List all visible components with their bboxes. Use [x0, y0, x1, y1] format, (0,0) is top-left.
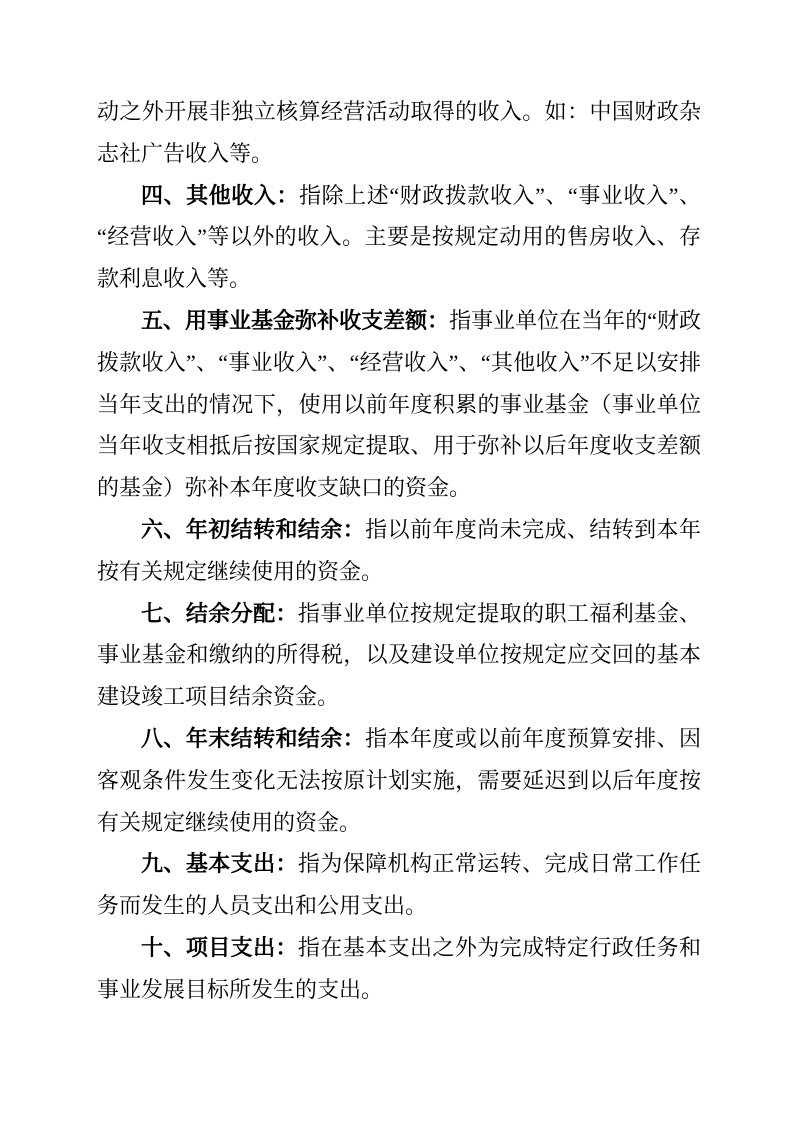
paragraph-body: 指以前年度尚未完成、结转到本年按有关规定继续使用的资金。	[97, 516, 701, 584]
paragraph-body: 指为保障机构正常运转、完成日常工作任务而发生的人员支出和公用支出。	[97, 851, 701, 919]
paragraph-continuation	[97, 91, 701, 175]
paragraph-heading: 十、项目支出：	[141, 934, 298, 960]
paragraph-other-income	[97, 175, 701, 300]
document-text-block	[97, 91, 701, 1011]
paragraph-project-expenditure	[97, 927, 701, 1011]
paragraph-basic-expenditure	[97, 843, 701, 927]
paragraph-heading: 八、年末结转和结余：	[141, 725, 366, 751]
paragraph-body: 指除上述“财政拨款收入”、“事业收入”、“经营收入”等以外的收入。主要是按规定动用的售房收入、存款利息收入等。	[97, 182, 701, 292]
paragraph-body: 指事业单位按规定提取的职工福利基金、事业基金和缴纳的所得税，以及建设单位按规定应交回的基本建设竣工项目结余资金。	[97, 600, 701, 710]
paragraph-body: 指事业单位在当年的“财政拨款收入”、“事业收入”、“经营收入”、“其他收入”不足以安排当年支出的情况下，使用以前年度积累的事业基金（事业单位当年收支相抵后按国家规定提取、用于弥补以后年度收支差额的基金）弥补本年度收支缺口的资金。	[97, 307, 701, 501]
paragraph-heading: 四、其他收入：	[141, 182, 300, 208]
paragraph-heading: 九、基本支出：	[141, 851, 298, 877]
paragraph-surplus-distribution	[97, 593, 701, 718]
paragraph-fund-deficit	[97, 300, 701, 509]
paragraph-beginning-carryover	[97, 509, 701, 593]
paragraph-body: 动之外开展非独立核算经营活动取得的收入。如：中国财政杂志社广告收入等。	[97, 99, 701, 166]
paragraph-heading: 五、用事业基金弥补收支差额：	[141, 307, 450, 333]
paragraph-yearend-carryover	[97, 718, 701, 843]
paragraph-body: 指在基本支出之外为完成特定行政任务和事业发展目标所发生的支出。	[97, 934, 701, 1002]
paragraph-heading: 七、结余分配：	[141, 600, 298, 626]
paragraph-body: 指本年度或以前年度预算安排、因客观条件发生变化无法按原计划实施，需要延迟到以后年度按有关规定继续使用的资金。	[97, 725, 701, 835]
paragraph-heading: 六、年初结转和结余：	[141, 516, 366, 542]
